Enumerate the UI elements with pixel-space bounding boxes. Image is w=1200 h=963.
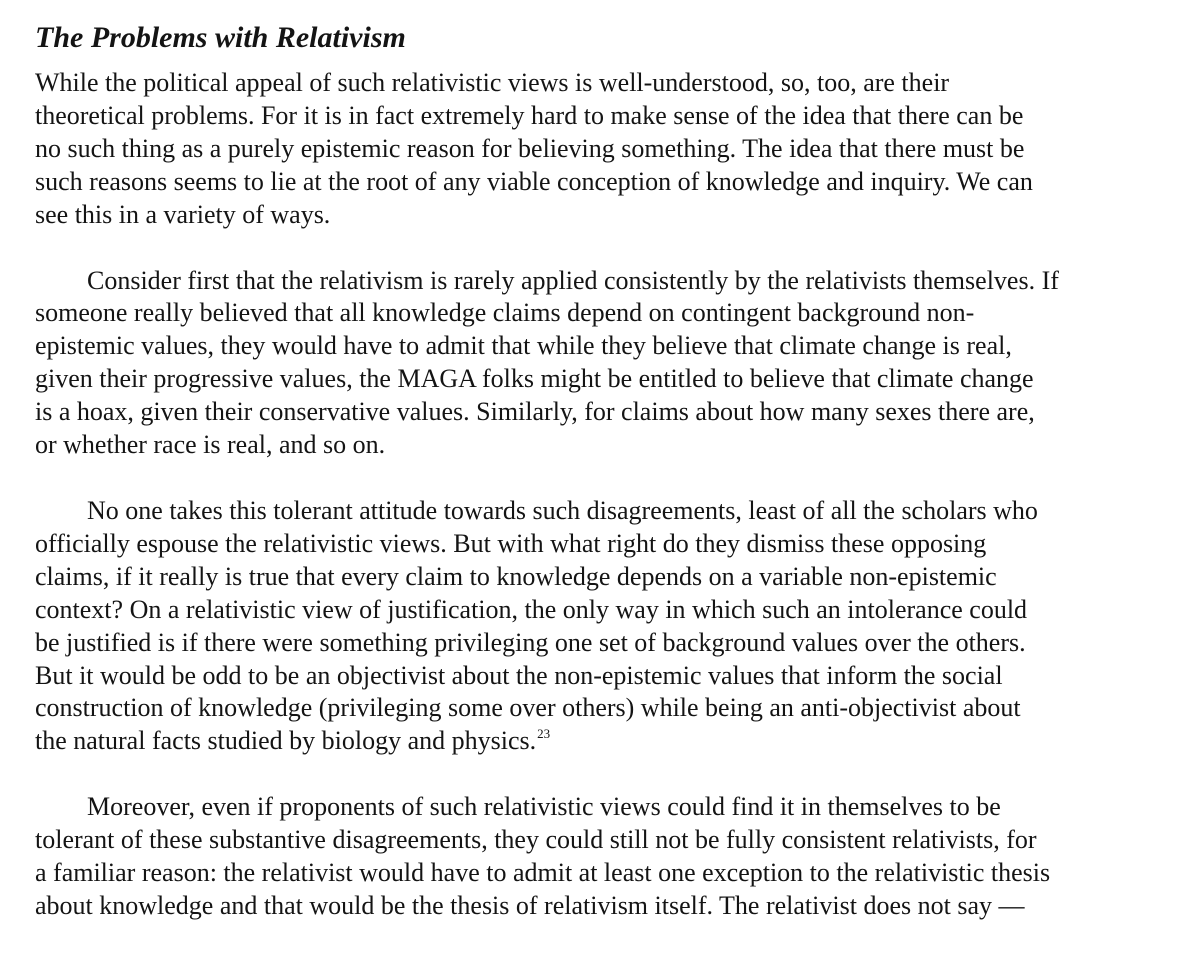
text-line: construction of knowledge (privileging some over others) while being an anti-objectivist about: [35, 693, 1021, 723]
text-line: But it would be odd to be an objectivist about the non-epistemic values that inform the social: [35, 660, 1003, 690]
text-line: is a hoax, given their conservative values. Similarly, for claims about how many sexes there are,: [35, 397, 1035, 427]
text-line-content: the natural facts studied by biology and physics.: [35, 726, 537, 756]
text-line: a familiar reason: the relativist would have to admit at least one exception to the relativistic thesis: [35, 858, 1051, 888]
text-line: someone really believed that all knowledge claims depend on contingent background non-: [35, 298, 975, 328]
text-line: No one takes this tolerant attitude towards such disagreements, least of all the scholars who: [87, 495, 1038, 525]
text-line: Moreover, even if proponents of such relativistic views could find it in themselves to be: [87, 792, 1001, 822]
text-line: be justified is if there were something privileging one set of background values over the others.: [35, 627, 1026, 657]
text-line: such reasons seems to lie at the root of any viable conception of knowledge and inquiry. We can: [35, 166, 1033, 196]
text-line: tolerant of these substantive disagreements, they could still not be fully consistent relativists, for: [35, 825, 1037, 855]
paragraph-4: [35, 791, 1175, 923]
paragraph-3: [35, 495, 1175, 758]
text-line: context? On a relativistic view of justification, the only way in which such an intolerance could: [35, 594, 1028, 624]
text-line: [35, 725, 1175, 758]
paragraph-gap: [35, 462, 1175, 495]
text-line: Consider first that the relativism is rarely applied consistently by the relativists themselves. If: [87, 265, 1059, 295]
section-title: The Problems with Relativism: [35, 21, 406, 54]
text-line: While the political appeal of such relativistic views is well-understood, so, too, are their: [35, 68, 950, 97]
paragraph-gap: [35, 232, 1175, 265]
paragraph-1: [35, 67, 1175, 232]
document-page: [35, 18, 1175, 923]
footnote-marker[interactable]: 23: [537, 725, 551, 741]
text-line: officially espouse the relativistic views. But with what right do they dismiss these opposing: [35, 528, 987, 558]
text-line: given their progressive values, the MAGA folks might be entitled to believe that climate change: [35, 364, 1034, 394]
text-line: or whether race is real, and so on.: [35, 430, 386, 460]
text-line: about knowledge and that would be the thesis of relativism itself. The relativist does not say —: [35, 890, 1025, 920]
text-line: epistemic values, they would have to admit that while they believe that climate change is real,: [35, 331, 1012, 361]
text-line: no such thing as a purely epistemic reason for believing something. The idea that there must be: [35, 133, 1025, 163]
paragraph-gap: [35, 758, 1175, 791]
text-line: claims, if it really is true that every claim to knowledge depends on a variable non-epistemic: [35, 561, 997, 591]
text-line: theoretical problems. For it is in fact extremely hard to make sense of the idea that there can be: [35, 100, 1024, 130]
paragraph-2: [35, 265, 1175, 462]
text-line: see this in a variety of ways.: [35, 199, 331, 229]
